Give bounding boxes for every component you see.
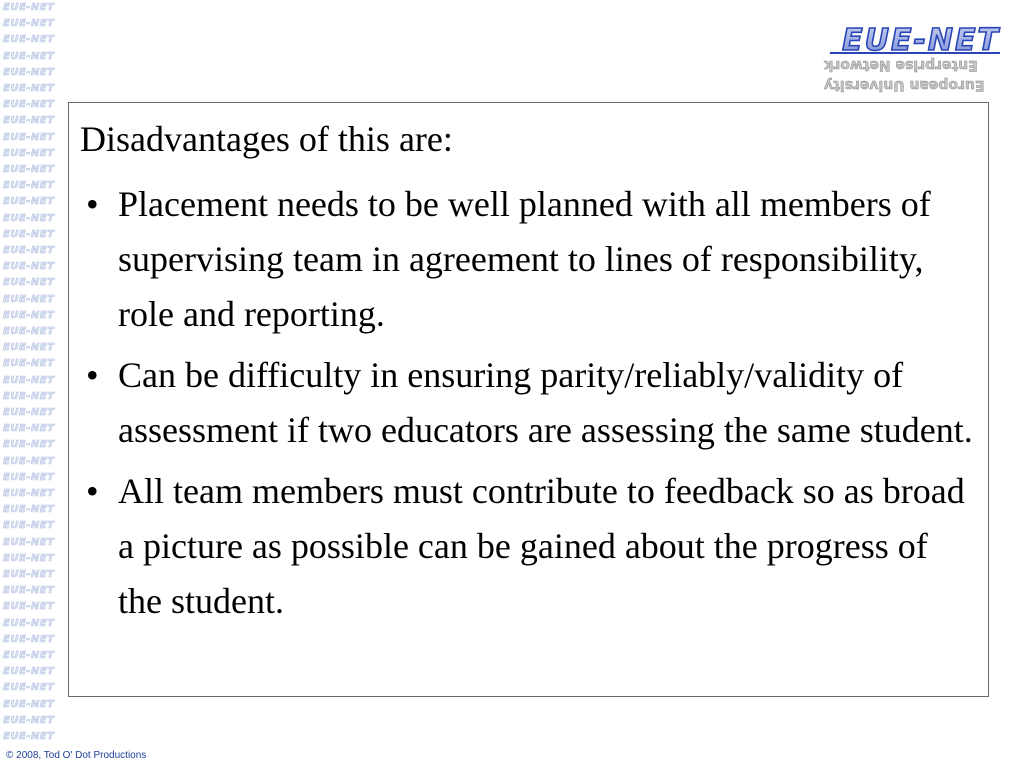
watermark-logo: EUE-NET [3,212,55,224]
eue-net-logo-mark [822,22,1002,56]
copyright-footer: © 2008, Tod O' Dot Productions [6,750,147,761]
watermark-logo: EUE-NET [3,34,55,46]
watermark-logo: EUE-NET [3,650,55,661]
bullet-item [80,177,980,342]
watermark-logo: EUE-NET [3,471,55,483]
watermark-logo-column [0,0,66,748]
bullet-text: Placement needs to be well planned with all members of supervising team in agreement to lines of responsibility, role and reporting. [118,184,931,334]
watermark-logo: EUE-NET [3,18,55,30]
watermark-logo: EUE-NET [3,714,55,726]
watermark-logo: EUE-NET [3,617,55,629]
logo-subline-enterprise-network: Enterprise Network [824,57,978,73]
watermark-logo: EUE-NET [3,698,55,710]
watermark-logo: EUE-NET [3,99,55,111]
bullet-item [80,348,980,458]
watermark-logo: EUE-NET [3,50,55,62]
watermark-logo: EUE-NET [3,2,55,13]
watermark-logo: EUE-NET [3,277,55,289]
watermark-logo: EUE-NET [3,115,55,127]
watermark-logo: EUE-NET [3,164,55,175]
watermark-logo: EUE-NET [3,261,55,273]
watermark-logo: EUE-NET [3,439,55,451]
watermark-logo: EUE-NET [3,245,55,256]
watermark-logo: EUE-NET [3,633,55,645]
bullet-text: Can be difficulty in ensuring parity/reliably/validity of assessment if two educators are assessing the same student. [118,355,973,450]
watermark-logo: EUE-NET [3,731,55,742]
watermark-logo: EUE-NET [3,407,55,418]
watermark-logo: EUE-NET [3,390,55,402]
watermark-logo: EUE-NET [3,682,55,694]
watermark-logo: EUE-NET [3,569,55,580]
watermark-logo: EUE-NET [3,520,55,532]
logo-wordmark: EUE-NET [842,23,1000,56]
logo-subline-european-university: European University [824,77,985,93]
watermark-logo: EUE-NET [3,196,55,208]
watermark-logo: EUE-NET [3,536,55,548]
watermark-logo: EUE-NET [3,131,55,143]
watermark-logo: EUE-NET [3,83,55,94]
watermark-logo: EUE-NET [3,374,55,386]
watermark-logo: EUE-NET [3,66,55,78]
watermark-logo: EUE-NET [3,326,55,337]
bullet-item [80,464,980,629]
watermark-logo: EUE-NET [3,585,55,597]
bullet-list [80,177,980,635]
bullet-icon: • [86,184,99,224]
watermark-logo: EUE-NET [3,666,55,678]
watermark-logo: EUE-NET [3,455,55,467]
watermark-logo: EUE-NET [3,293,55,305]
eue-net-logo [822,22,1002,100]
watermark-logo: EUE-NET [3,552,55,564]
watermark-logo: EUE-NET [3,423,55,435]
bullet-icon: • [86,471,99,511]
bullet-icon: • [86,355,99,395]
watermark-logo: EUE-NET [3,601,55,613]
watermark-logo: EUE-NET [3,488,55,499]
watermark-logo: EUE-NET [3,228,55,240]
watermark-logo: EUE-NET [3,504,55,516]
bullet-text: All team members must contribute to feedback so as broad a picture as possible can be gained about the progress of the student. [118,471,965,621]
watermark-logo: EUE-NET [3,147,55,159]
watermark-logo: EUE-NET [3,309,55,321]
slide-heading: Disadvantages of this are: [80,119,453,159]
content-box [68,102,989,697]
watermark-logo: EUE-NET [3,342,55,354]
watermark-logo: EUE-NET [3,180,55,192]
watermark-logo: EUE-NET [3,358,55,370]
